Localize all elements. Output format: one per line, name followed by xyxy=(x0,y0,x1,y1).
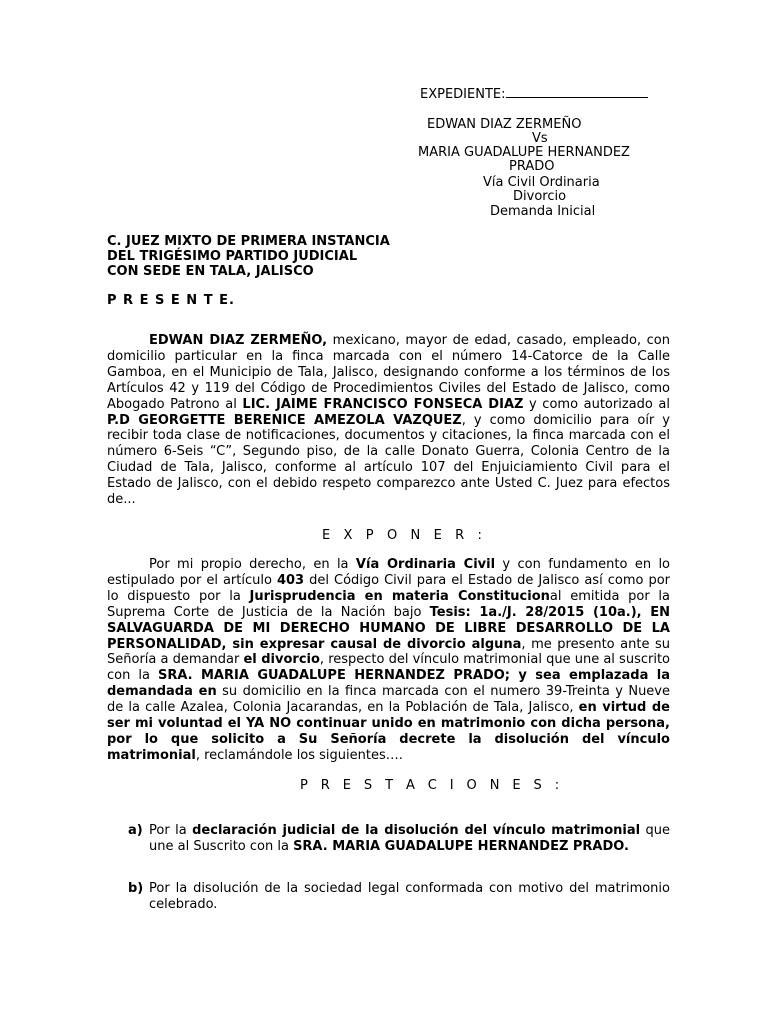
prestacion-b: b) Por la disolución de la sociedad legal conformada con motivo del matrimonio celebrado. xyxy=(128,881,670,912)
addressee-line1: C. JUEZ MIXTO DE PRIMERA INSTANCIA xyxy=(107,234,390,249)
expediente-label: EXPEDIENTE: xyxy=(420,87,506,102)
party2-line1: MARIA GUADALUPE HERNANDEZ xyxy=(418,145,630,160)
addressee-line2: DEL TRIGÉSIMO PARTIDO JUDICIAL xyxy=(107,249,358,264)
presente: P R E S E N T E. xyxy=(107,293,235,308)
tipo-divorcio: Divorcio xyxy=(513,189,567,204)
vs: Vs xyxy=(532,131,548,146)
party2-line2: PRADO xyxy=(509,159,555,174)
item-b-label: b) xyxy=(128,881,144,896)
prestacion-a: a) Por la declaración judicial de la disolución del vínculo matrimonial que une al Suscrito con la SRA. MARIA GUADALUPE HERNANDEZ PRADO. xyxy=(128,823,670,854)
expediente-line xyxy=(420,86,648,103)
body-paragraph: Por mi propio derecho, en la Vía Ordinaria Civil y con fundamento en lo estipulado por el artículo 403 del Código Civil para el Estado de Jalisco así como por lo dispuesto por la Jurisprudencia en materia Constitucional emitida por la Suprema Corte de Justicia de la Nación bajo Tesis: 1a./J. 28/2015 (10a.), EN SALVAGUARDA DE MI DERECHO HUMANO DE LIBRE DESARROLLO DE LA PERSONALIDAD, sin expresar causal de divorcio alguna, me presento ante su Señoría a demandar el divorcio, respecto del vínculo matrimonial que une al suscrito con la SRA. MARIA GUADALUPE HERNANDEZ PRADO; y sea emplazada la demandada en su domicilio en la finca marcada con el numero 39-Treinta y Nueve de la calle Azalea, Colonia Jacarandas, en la Población de Tala, Jalisco, en virtud de ser mi voluntad el YA NO continuar unido en matrimonio con dicha persona, por lo que solicito a Su Señoría decrete la disolución del vínculo matrimonial, reclamándole los siguientes…. xyxy=(107,557,671,763)
addressee-line3: CON SEDE EN TALA, JALISCO xyxy=(107,264,314,279)
intro-pd: P.D GEORGETTE BERENICE AMEZOLA VAZQUEZ xyxy=(107,412,462,428)
demanda-inicial: Demanda Inicial xyxy=(490,204,596,219)
expediente-blank xyxy=(506,86,648,98)
intro-name: EDWAN DIAZ ZERMEÑO, xyxy=(149,333,328,348)
intro-paragraph: EDWAN DIAZ ZERMEÑO, mexicano, mayor de edad, casado, empleado, con domicilio particular en la finca marcada con el número 14-Catorce de la Calle Gamboa, en el Municipio de Tala, Jalisco, designando conforme a los términos de los Artículos 42 y 119 del Código de Procedimientos Civiles del Estado de Jalisco, como Abogado Patrono al LIC. JAIME FRANCISCO FONSECA DIAZ y como autorizado al P.D GEORGETTE BERENICE AMEZOLA VAZQUEZ, y como domicilio para oír y recibir toda clase de notificaciones, documentos y citaciones, la finca marcada con el número 6-Seis “C”, Segundo piso, de la calle Donato Guerra, Colonia Centro de la Ciudad de Tala, Jalisco, conforme al artículo 107 del Enjuiciamiento Civil para el Estado de Jalisco, con el debido respeto comparezco ante Usted C. Juez para efectos de... xyxy=(107,333,670,508)
exponer-heading: E X P O N E R : xyxy=(322,528,487,543)
item-a-label: a) xyxy=(128,823,143,838)
via-civil: Vía Civil Ordinaria xyxy=(483,175,600,190)
prestaciones-heading: P R E S T A C I O N E S : xyxy=(300,778,564,793)
intro-lic: LIC. JAIME FRANCISCO FONSECA DIAZ xyxy=(242,396,524,412)
party1: EDWAN DIAZ ZERMEÑO xyxy=(427,117,582,132)
